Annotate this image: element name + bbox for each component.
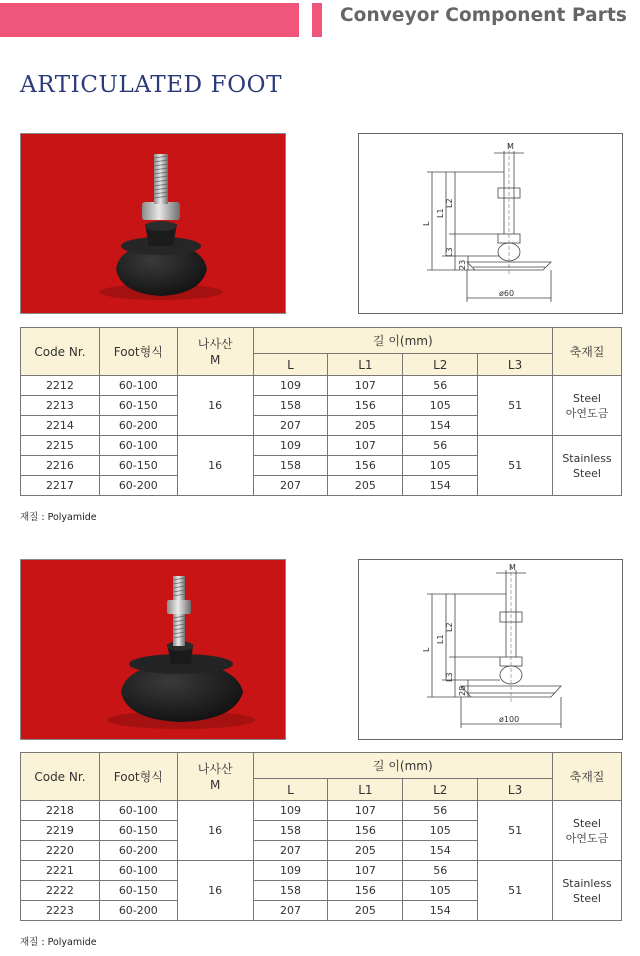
technical-drawing-2 bbox=[358, 559, 623, 740]
cell-shaft-material bbox=[553, 436, 622, 496]
material-line: Steel bbox=[573, 891, 601, 905]
page-title: ARTICULATED FOOT bbox=[20, 72, 283, 98]
header-l2: L2 bbox=[403, 354, 478, 376]
spec-table-2 bbox=[20, 752, 622, 921]
cell-code: 2222 bbox=[21, 881, 100, 901]
header-thread-bottom: M bbox=[209, 352, 221, 367]
cell-l: 207 bbox=[253, 841, 328, 861]
cell-l3: 51 bbox=[478, 801, 553, 861]
header-l3: L3 bbox=[478, 779, 553, 801]
cell-l1: 156 bbox=[328, 821, 403, 841]
material-line: Steel bbox=[573, 466, 601, 480]
drawing-label-l1: L1 bbox=[436, 208, 445, 218]
table-row bbox=[21, 436, 622, 456]
drawing-label-base-height: 28 bbox=[458, 685, 467, 696]
cell-l1: 205 bbox=[328, 901, 403, 921]
cell-l: 207 bbox=[253, 416, 328, 436]
cell-l1: 107 bbox=[328, 801, 403, 821]
cell-thread: 16 bbox=[177, 861, 253, 921]
cell-foot: 60-200 bbox=[99, 416, 177, 436]
table-row bbox=[21, 861, 622, 881]
table-row bbox=[21, 801, 622, 821]
cell-l3: 51 bbox=[478, 861, 553, 921]
cell-l3: 51 bbox=[478, 376, 553, 436]
header-shaft-material: 축재질 bbox=[553, 328, 622, 376]
cell-l2: 105 bbox=[403, 456, 478, 476]
cell-l1: 107 bbox=[328, 436, 403, 456]
header-l2: L2 bbox=[403, 779, 478, 801]
drawing-label-l1: L1 bbox=[436, 634, 445, 644]
cell-l2: 154 bbox=[403, 901, 478, 921]
cell-code: 2223 bbox=[21, 901, 100, 921]
cell-l1: 107 bbox=[328, 861, 403, 881]
cell-code: 2215 bbox=[21, 436, 100, 456]
material-note-1: 재질 : Polyamide bbox=[20, 512, 97, 523]
drawing-label-diameter: ø60 bbox=[499, 289, 515, 298]
header-thread bbox=[177, 328, 253, 376]
header-l: L bbox=[253, 354, 328, 376]
technical-drawing-1 bbox=[358, 133, 623, 314]
cell-l1: 107 bbox=[328, 376, 403, 396]
cell-l1: 205 bbox=[328, 841, 403, 861]
cell-foot: 60-100 bbox=[99, 436, 177, 456]
cell-code: 2219 bbox=[21, 821, 100, 841]
cell-foot: 60-200 bbox=[99, 476, 177, 496]
header-l3: L3 bbox=[478, 354, 553, 376]
drawing-label-l3: L3 bbox=[445, 247, 454, 257]
cell-code: 2221 bbox=[21, 861, 100, 881]
cell-l: 207 bbox=[253, 476, 328, 496]
header-code: Code Nr. bbox=[21, 753, 100, 801]
cell-code: 2217 bbox=[21, 476, 100, 496]
cell-l2: 154 bbox=[403, 841, 478, 861]
header-l1: L1 bbox=[328, 779, 403, 801]
header-l1: L1 bbox=[328, 354, 403, 376]
header-shaft-material: 축재질 bbox=[553, 753, 622, 801]
header-accent-bar bbox=[0, 3, 299, 37]
cell-l: 109 bbox=[253, 801, 328, 821]
cell-l: 158 bbox=[253, 821, 328, 841]
header-foot: Foot형식 bbox=[99, 753, 177, 801]
cell-code: 2212 bbox=[21, 376, 100, 396]
cell-l: 109 bbox=[253, 861, 328, 881]
material-line: Steel bbox=[573, 816, 601, 830]
cell-l: 158 bbox=[253, 456, 328, 476]
material-note-2: 재질 : Polyamide bbox=[20, 937, 97, 948]
cell-l3: 51 bbox=[478, 436, 553, 496]
cell-l: 207 bbox=[253, 901, 328, 921]
cell-thread: 16 bbox=[177, 376, 253, 436]
cell-l1: 205 bbox=[328, 416, 403, 436]
cell-l: 109 bbox=[253, 376, 328, 396]
product-photo-2 bbox=[20, 559, 286, 740]
drawing-label-l2: L2 bbox=[445, 198, 454, 208]
material-line: 아연도금 bbox=[565, 406, 609, 420]
material-line: Stainless bbox=[562, 876, 612, 890]
cell-l2: 105 bbox=[403, 881, 478, 901]
cell-l2: 56 bbox=[403, 376, 478, 396]
cell-l1: 156 bbox=[328, 881, 403, 901]
drawing-label-l2: L2 bbox=[445, 622, 454, 632]
cell-foot: 60-100 bbox=[99, 801, 177, 821]
cell-foot: 60-150 bbox=[99, 396, 177, 416]
header-thread bbox=[177, 753, 253, 801]
header-title: Conveyor Component Parts bbox=[340, 5, 628, 26]
cell-foot: 60-150 bbox=[99, 881, 177, 901]
material-line: Stainless bbox=[562, 451, 612, 465]
header-thread-top: 나사산 bbox=[197, 336, 233, 351]
cell-foot: 60-100 bbox=[99, 861, 177, 881]
drawing-label-m: M bbox=[507, 142, 514, 151]
cell-shaft-material bbox=[553, 861, 622, 921]
cell-code: 2218 bbox=[21, 801, 100, 821]
material-line: Steel bbox=[573, 391, 601, 405]
cell-l2: 154 bbox=[403, 416, 478, 436]
header-accent-tick bbox=[312, 3, 322, 37]
drawing-label-l: L bbox=[422, 647, 431, 652]
cell-l2: 105 bbox=[403, 396, 478, 416]
cell-code: 2214 bbox=[21, 416, 100, 436]
cell-foot: 60-200 bbox=[99, 841, 177, 861]
cell-l1: 205 bbox=[328, 476, 403, 496]
cell-foot: 60-200 bbox=[99, 901, 177, 921]
material-line: 아연도금 bbox=[565, 831, 609, 845]
cell-l: 158 bbox=[253, 396, 328, 416]
header-length: 길 이(mm) bbox=[253, 753, 552, 779]
header-length: 길 이(mm) bbox=[253, 328, 552, 354]
cell-code: 2216 bbox=[21, 456, 100, 476]
cell-thread: 16 bbox=[177, 436, 253, 496]
cell-l: 109 bbox=[253, 436, 328, 456]
cell-shaft-material bbox=[553, 801, 622, 861]
drawing-label-l3: L3 bbox=[445, 672, 454, 682]
header-foot: Foot형식 bbox=[99, 328, 177, 376]
drawing-label-m: M bbox=[509, 563, 516, 572]
drawing-label-diameter: ø100 bbox=[499, 715, 520, 724]
cell-l1: 156 bbox=[328, 396, 403, 416]
cell-l2: 105 bbox=[403, 821, 478, 841]
drawing-label-l: L bbox=[422, 221, 431, 226]
table-row bbox=[21, 376, 622, 396]
cell-foot: 60-150 bbox=[99, 821, 177, 841]
cell-code: 2220 bbox=[21, 841, 100, 861]
product-photo-1 bbox=[20, 133, 286, 314]
cell-l2: 56 bbox=[403, 436, 478, 456]
cell-l2: 56 bbox=[403, 861, 478, 881]
header-code: Code Nr. bbox=[21, 328, 100, 376]
cell-l1: 156 bbox=[328, 456, 403, 476]
cell-thread: 16 bbox=[177, 801, 253, 861]
cell-l: 158 bbox=[253, 881, 328, 901]
cell-code: 2213 bbox=[21, 396, 100, 416]
cell-foot: 60-100 bbox=[99, 376, 177, 396]
drawing-label-base-height: 23 bbox=[458, 259, 467, 270]
cell-foot: 60-150 bbox=[99, 456, 177, 476]
spec-table-1 bbox=[20, 327, 622, 496]
cell-l2: 56 bbox=[403, 801, 478, 821]
cell-shaft-material bbox=[553, 376, 622, 436]
cell-l2: 154 bbox=[403, 476, 478, 496]
header-thread-bottom: M bbox=[209, 777, 221, 792]
header-l: L bbox=[253, 779, 328, 801]
header-thread-top: 나사산 bbox=[197, 761, 233, 776]
